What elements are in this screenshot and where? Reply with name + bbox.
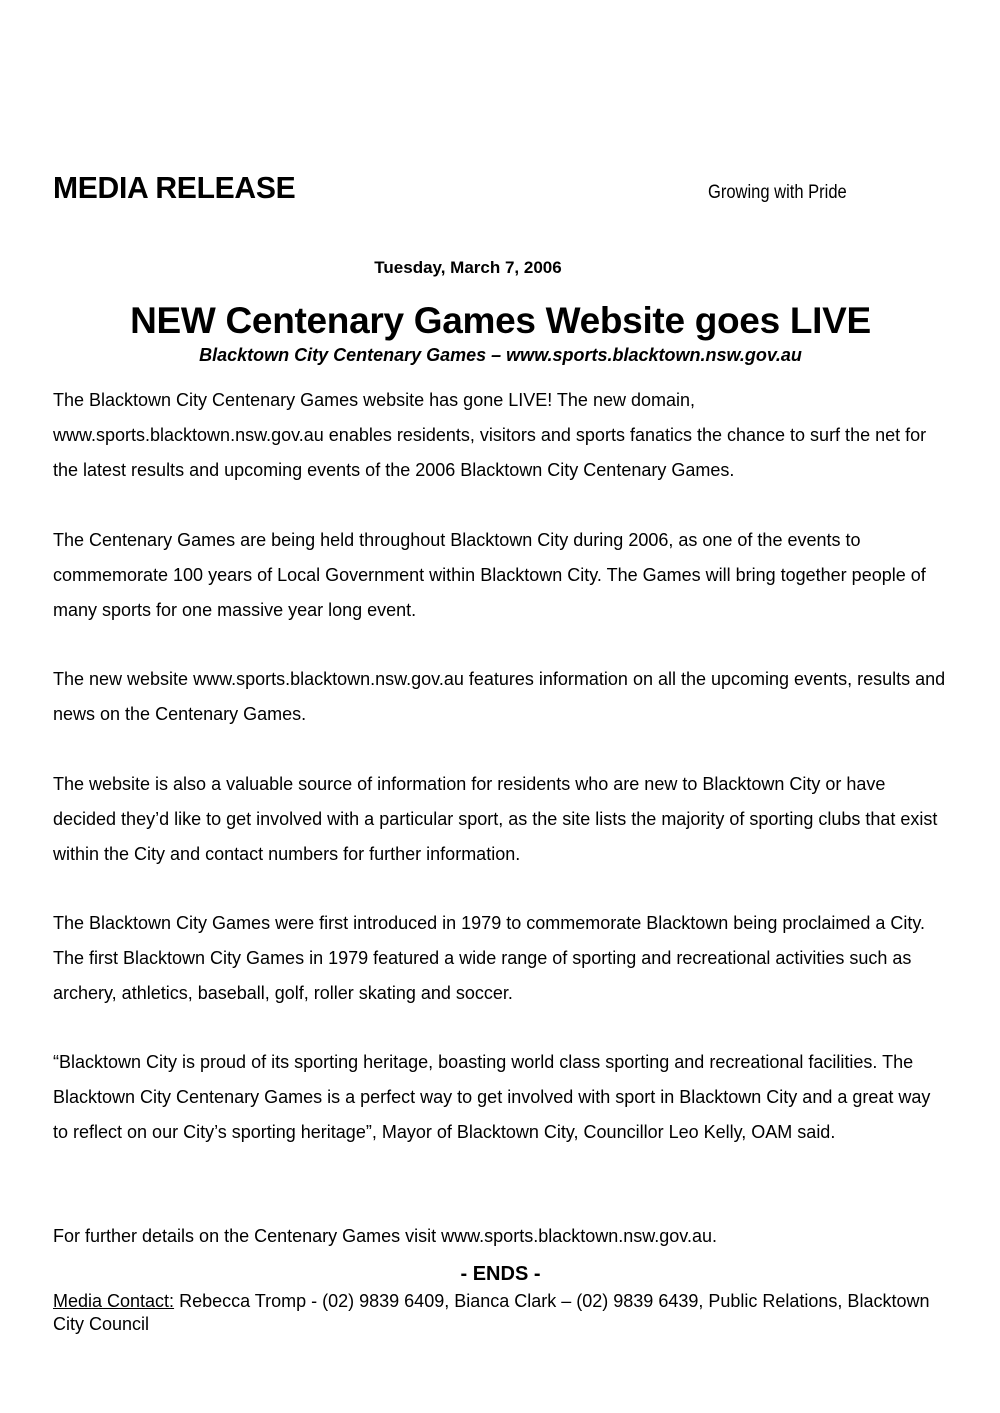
body-paragraph-5: [53, 906, 948, 1011]
body-paragraph-7: [53, 1219, 948, 1254]
document-header: [53, 170, 948, 210]
paragraph-text: The Blacktown City Centenary Games website has gone LIVE! The new domain, www.sports.blacktown.nsw.gov.au enables residents, visitors and sports fanatics the chance to surf the net for the latest results and upcoming events of the 2006 Blacktown City Centenary Games.: [53, 390, 927, 480]
paragraph-text: The Blacktown City Games were first introduced in 1979 to commemorate Blacktown being proclaimed a City. The first Blacktown City Games in 1979 featured a wide range of sporting and recreational activities such as archery, athletics, baseball, golf, roller skating and soccer.: [53, 913, 926, 1003]
document-type-title: MEDIA RELEASE: [53, 170, 296, 205]
body-paragraph-3: [53, 662, 948, 732]
headline: NEW Centenary Games Website goes LIVE: [130, 300, 871, 341]
paragraph-text: “Blacktown City is proud of its sporting heritage, boasting world class sporting and recreational facilities. The Blacktown City Centenary Games is a perfect way to get involved with sport in Blacktown City and a great way to reflect on our City’s sporting heritage”, Mayor of Blacktown City, Councillor Leo Kelly, OAM said.: [53, 1052, 931, 1142]
council-tagline: Growing with Pride: [708, 182, 847, 203]
body-paragraph-4: [53, 767, 948, 872]
media-contact: [53, 1290, 953, 1336]
body-paragraph-2: [53, 523, 948, 628]
paragraph-text: For further details on the Centenary Games visit www.sports.blacktown.nsw.gov.au.: [53, 1226, 717, 1246]
body-paragraph-1: [53, 383, 948, 488]
body-paragraph-6: [53, 1045, 948, 1150]
paragraph-text: The new website www.sports.blacktown.nsw.gov.au features information on all the upcoming events, results and news on the Centenary Games.: [53, 669, 946, 724]
paragraph-text: The Centenary Games are being held throughout Blacktown City during 2006, as one of the events to commemorate 100 years of Local Government within Blacktown City. The Games will bring together people of many sports for one massive year long event.: [53, 530, 926, 620]
subheadline: Blacktown City Centenary Games – www.sports.blacktown.nsw.gov.au: [199, 345, 802, 365]
release-date: Tuesday, March 7, 2006: [374, 258, 562, 277]
paragraph-text: The website is also a valuable source of information for residents who are new to Blacktown City or have decided they’d like to get involved with a particular sport, as the site lists the majority of sporting clubs that exist within the City and contact numbers for further information.: [53, 774, 938, 864]
ends-marker: - ENDS -: [460, 1263, 541, 1285]
media-contact-details: Rebecca Tromp - (02) 9839 6409, Bianca Clark – (02) 9839 6439, Public Relations, Blacktown City Council: [53, 1291, 930, 1334]
media-contact-label: Media Contact:: [53, 1291, 175, 1311]
